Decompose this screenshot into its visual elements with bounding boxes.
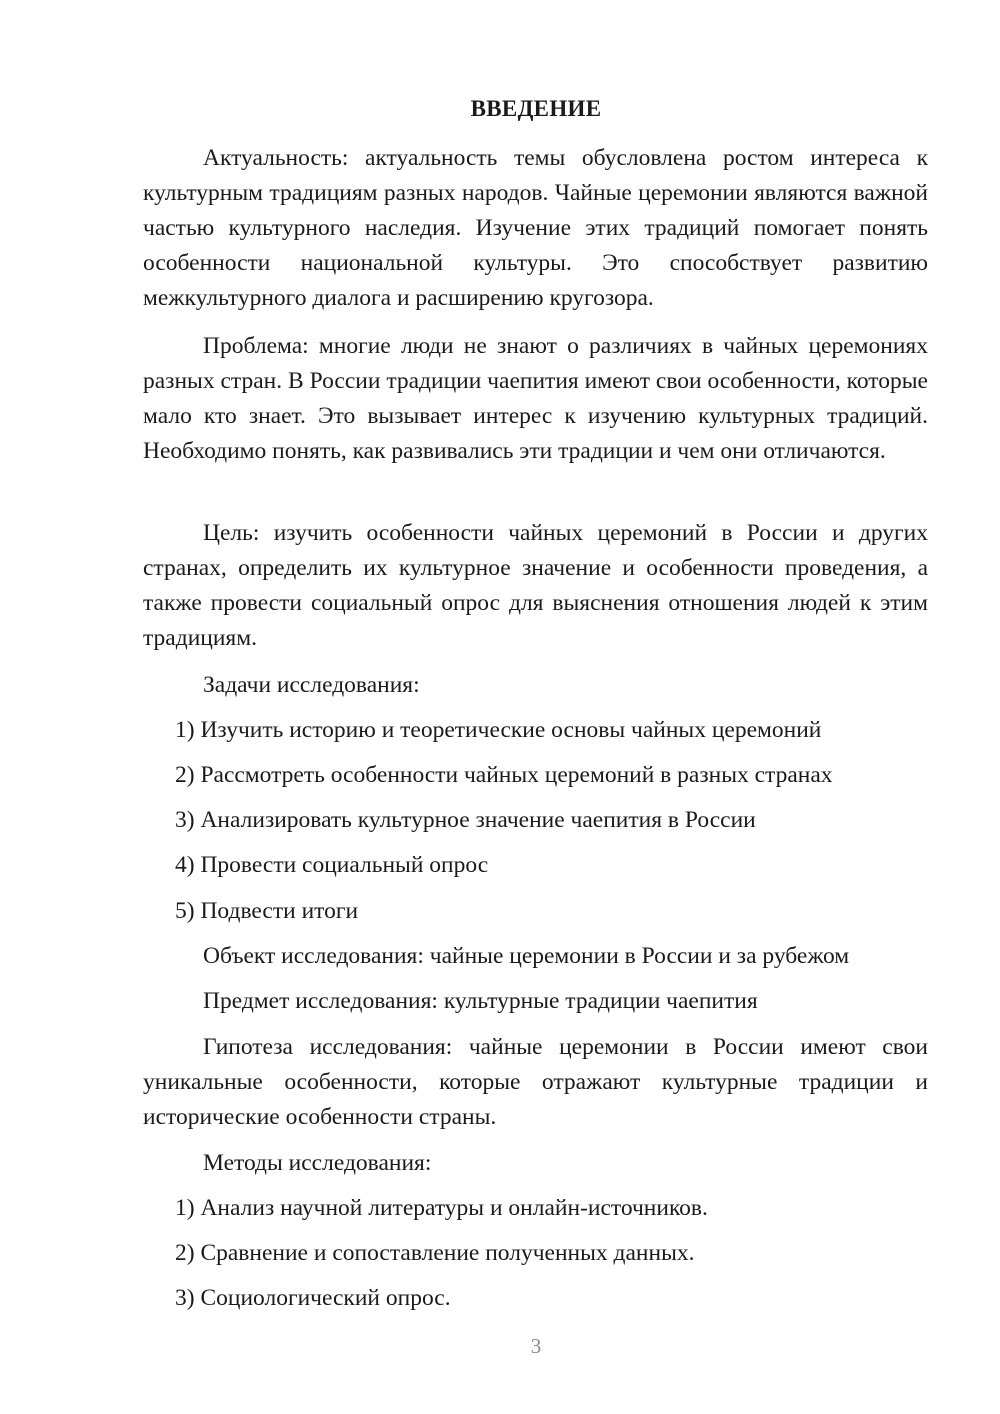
method-item: 2) Сравнение и сопоставление полученных данных. — [175, 1240, 695, 1266]
method-item: 3) Социологический опрос. — [175, 1285, 451, 1311]
problem-paragraph: Проблема: многие люди не знают о различиях в чайных церемониях разных стран. В России традиции чаепития имеют свои особенности, которые мало кто знает. Это вызывает интерес к изучению культурных традиций. Необходимо понять, как развивались эти традиции и чем они отличаются. — [143, 333, 928, 464]
tasks-heading: Задачи исследования: — [203, 672, 420, 698]
task-item: 4) Провести социальный опрос — [175, 852, 489, 878]
task-item: 5) Подвести итоги — [175, 898, 359, 924]
section-title: ВВЕДЕНИЕ — [470, 96, 602, 121]
task-item: 1) Изучить историю и теоретические основы чайных церемоний — [175, 717, 822, 743]
methods-heading: Методы исследования: — [203, 1150, 432, 1176]
method-item: 1) Анализ научной литературы и онлайн-источников. — [175, 1195, 708, 1221]
task-item: 3) Анализировать культурное значение чаепития в России — [175, 807, 756, 833]
object-line: Объект исследования: чайные церемонии в России и за рубежом — [203, 943, 850, 969]
goal-paragraph: Цель: изучить особенности чайных церемоний в России и других странах, определить их культурное значение и особенности проведения, а также провести социальный опрос для выяснения отношения людей к этим традициям. — [143, 520, 928, 651]
subject-line: Предмет исследования: культурные традиции чаепития — [203, 988, 758, 1014]
hypothesis-paragraph: Гипотеза исследования: чайные церемонии в России имеют свои уникальные особенности, которые отражают культурные традиции и исторические особенности страны. — [143, 1034, 928, 1130]
page-number: 3 — [530, 1334, 542, 1358]
task-item: 2) Рассмотреть особенности чайных церемоний в разных странах — [175, 762, 833, 788]
relevance-paragraph: Актуальность: актуальность темы обусловлена ростом интереса к культурным традициям разных народов. Чайные церемонии являются важной частью культурного наследия. Изучение этих традиций помогает понять особенности национальной культуры. Это способствует развитию межкультурного диалога и расширению кругозора. — [143, 145, 928, 311]
